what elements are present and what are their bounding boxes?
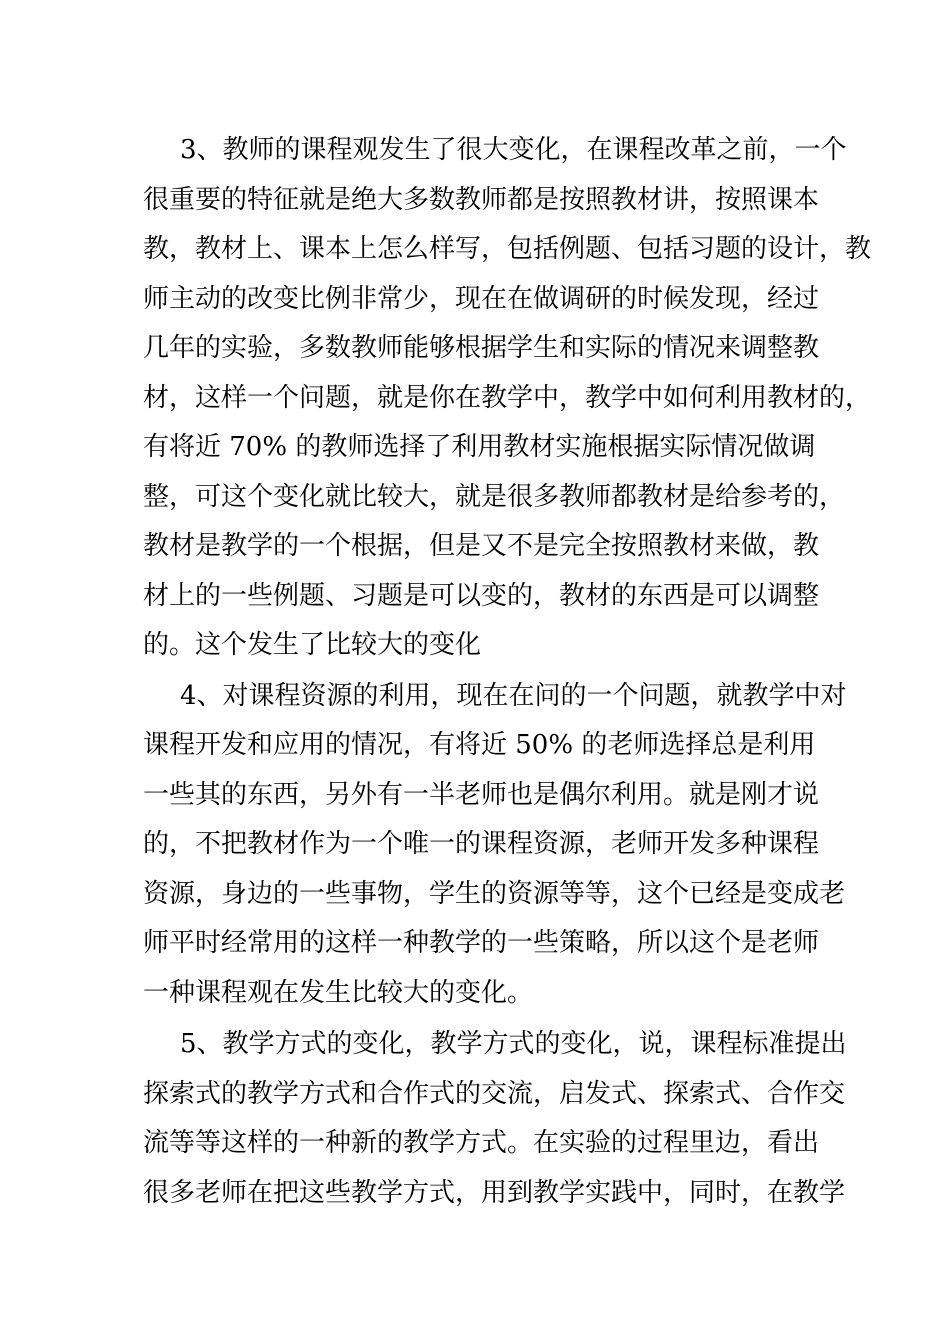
paragraph-line: 资源，身边的一些事物，学生的资源等等，这个已经是变成老	[143, 879, 846, 909]
paragraph-line: 材，这样一个问题，就是你在教学中，教学中如何利用教材的，	[143, 383, 872, 413]
paragraph-line: 很多老师在把这些教学方式，用到教学实践中，同时，在教学	[143, 1178, 846, 1208]
paragraph-line: 4、对课程资源的利用，现在在问的一个问题，就教学中对	[180, 681, 847, 711]
paragraph-line: 教，教材上、课本上怎么样写，包括例题、包括习题的设计，教	[143, 234, 872, 264]
paragraph-line: 整，可这个变化就比较大，就是很多教师都教材是给参考的，	[143, 482, 846, 512]
paragraph-line: 的。这个发生了比较大的变化	[143, 630, 482, 660]
paragraph-line: 材上的一些例题、习题是可以变的，教材的东西是可以调整	[143, 581, 820, 611]
paragraph-line: 几年的实验，多数教师能够根据学生和实际的情况来调整教	[143, 333, 820, 363]
paragraph-line: 探索式的教学方式和合作式的交流，启发式、探索式、合作交	[143, 1079, 846, 1109]
paragraph-line: 流等等这样的一种新的教学方式。在实验的过程里边，看出	[143, 1128, 820, 1158]
paragraph-line: 一些其的东西，另外有一半老师也是偶尔利用。就是刚才说	[143, 780, 820, 810]
paragraph-line: 师主动的改变比例非常少，现在在做调研的时候发现，经过	[143, 284, 820, 314]
paragraph-line: 有将近 70% 的教师选择了利用教材实施根据实际情况做调	[143, 432, 816, 462]
paragraph-line: 的，不把教材作为一个唯一的课程资源，老师开发多种课程	[143, 829, 820, 859]
paragraph-line: 3、教师的课程观发生了很大变化，在课程改革之前，一个	[180, 135, 847, 165]
paragraph-line: 一种课程观在发生比较大的变化。	[143, 978, 534, 1008]
paragraph-line: 5、教学方式的变化，教学方式的变化，说，课程标准提出	[180, 1029, 847, 1059]
paragraph-line: 课程开发和应用的情况，有将近 50% 的老师选择总是利用	[143, 730, 816, 760]
paragraph-line: 很重要的特征就是绝大多数教师都是按照教材讲，按照课本	[143, 185, 820, 215]
paragraph-line: 师平时经常用的这样一种教学的一些策略，所以这个是老师	[143, 928, 820, 958]
paragraph-line: 教材是教学的一个根据，但是又不是完全按照教材来做，教	[143, 531, 820, 561]
